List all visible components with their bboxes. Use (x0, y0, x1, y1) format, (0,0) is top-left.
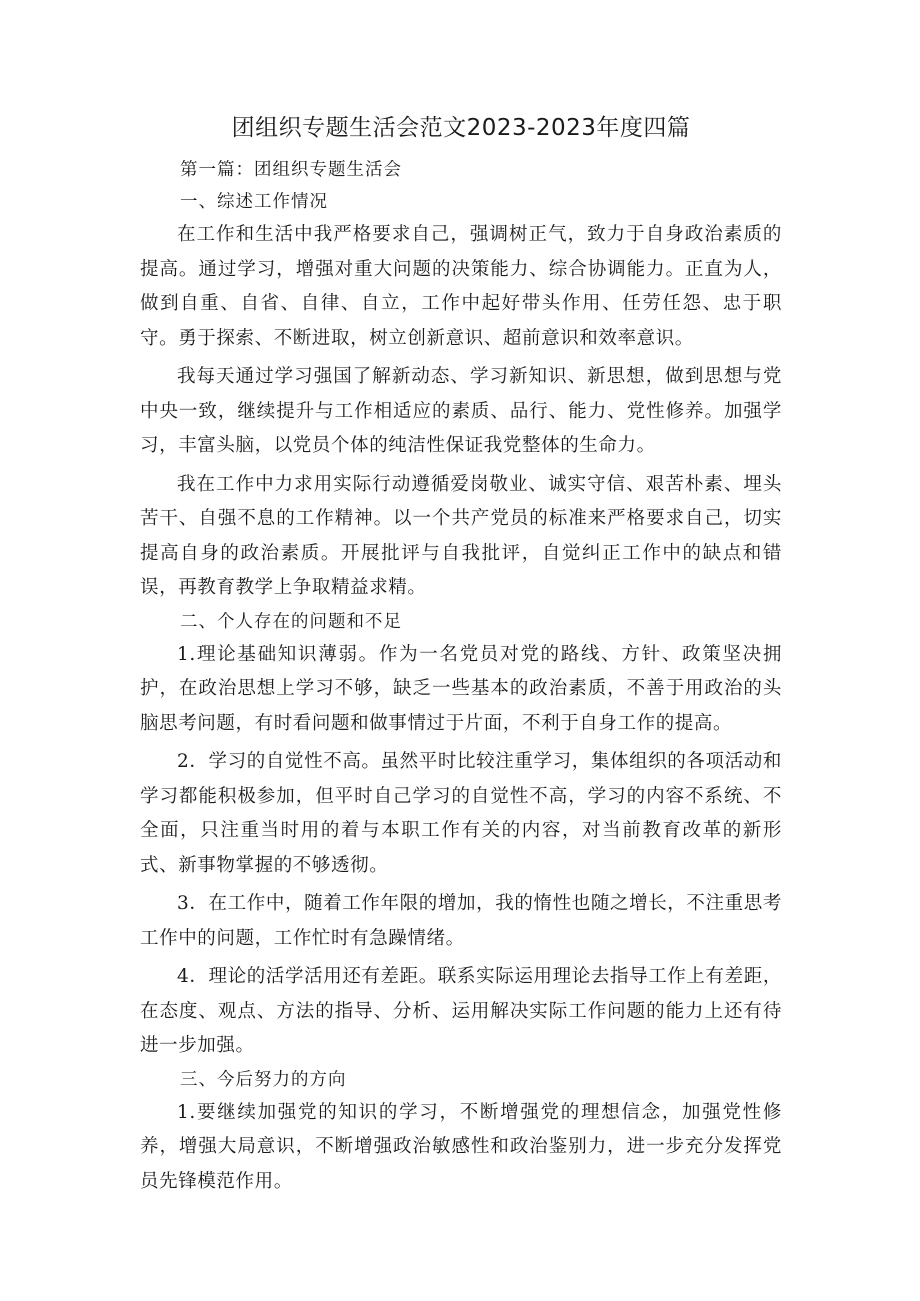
paragraph: 我在工作中力求用实际行动遵循爱岗敬业、诚实守信、艰苦朴素、埋头苦干、自强不息的工作精神。以一个共产党员的标准来严格要求自己，切实提高自身的政治素质。开展批评与自我批评，自觉纠正工作中的缺点和错误，再教育教学上争取精益求精。 (140, 473, 782, 598)
paragraph: 3．在工作中，随着工作年限的增加，我的惰性也随之增长，不注重思考工作中的问题，工作忙时有急躁情绪。 (140, 893, 782, 949)
section-heading-1: 一、综述工作情况 (180, 192, 328, 212)
paragraph: 4．理论的活学活用还有差距。联系实际运用理论去指导工作上有差距，在态度、观点、方法的指导、分析、运用解决实际工作问题的能力上还有待进一步加强。 (140, 966, 782, 1056)
paragraph: 1.要继续加强党的知识的学习，不断增强党的理想信念，加强党性修养，增强大局意识，不断增强政治敏感性和政治鉴别力，进一步充分发挥党员先锋模范作用。 (140, 1101, 782, 1192)
document-title: 团组织专题生活会范文2023-2023年度四篇 (231, 115, 691, 141)
paragraph: 在工作和生活中我严格要求自己，强调树正气，致力于自身政治素质的提高。通过学习，增强对重大问题的决策能力、综合协调能力。正直为人，做到自重、自省、自律、自立，工作中起好带头作用、任劳任怨、忠于职守。勇于探索、不断进取，树立创新意识、超前意识和效率意识。 (140, 224, 782, 349)
section-heading-2: 二、个人存在的问题和不足 (180, 611, 402, 632)
paragraph: 1.理论基础知识薄弱。作为一名党员对党的路线、方针、政策坚决拥护，在政治思想上学习不够，缺乏一些基本的政治素质，不善于用政治的头脑思考问题，有时看问题和做事情过于片面，不利于自身工作的提高。 (140, 643, 782, 734)
part-title: 第一篇：团组织专题生活会 (180, 160, 402, 180)
paragraph: 2．学习的自觉性不高。虽然平时比较注重学习，集体组织的各项活动和学习都能积极参加，但平时自己学习的自觉性不高，学习的内容不系统、不全面，只注重当时用的着与本职工作有关的内容，对当前教育改革的新形式、新事物掌握的不够透彻。 (140, 751, 782, 876)
section-heading-3: 三、今后努力的方向 (180, 1069, 347, 1090)
paragraph: 我每天通过学习强国了解新动态、学习新知识、新思想，做到思想与党中央一致，继续提升与工作相适应的素质、品行、能力、党性修养。加强学习，丰富头脑，以党员个体的纯洁性保证我党整体的生命力。 (140, 366, 782, 456)
